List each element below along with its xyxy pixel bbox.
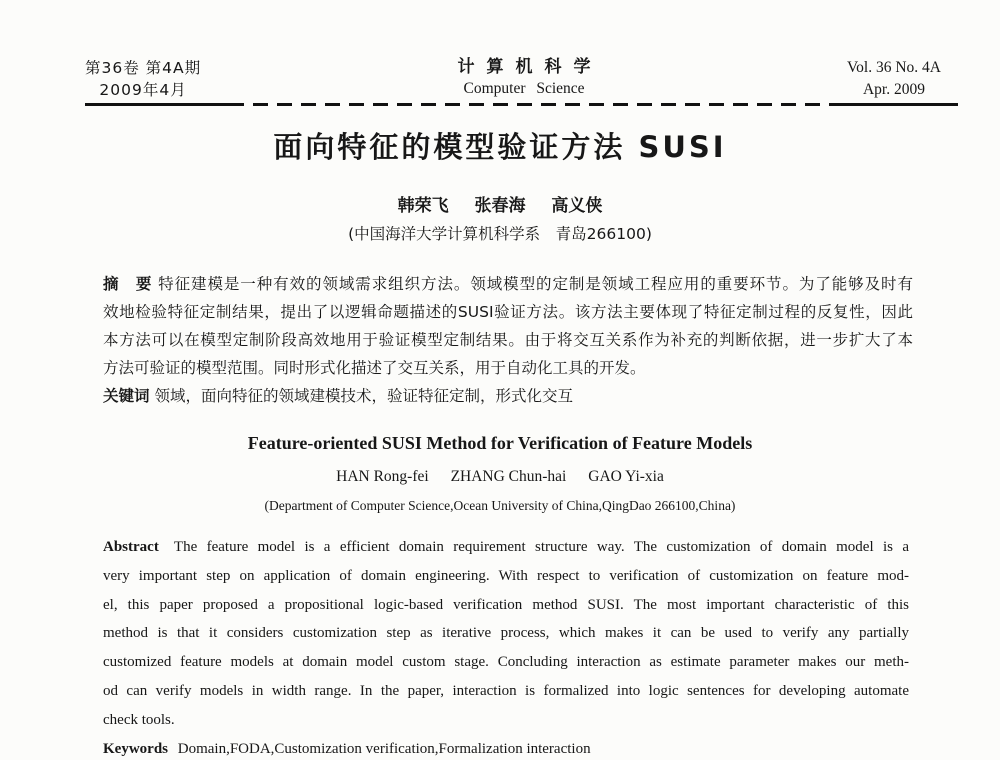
abstract-en-line: very important step on application of domain engineering. With respect to verification of customization on feature mod- <box>103 567 909 584</box>
journal-header <box>85 57 941 101</box>
abstract-cn-text: 特征建模是一种有效的领域需求组织方法。领域模型的定制是领域工程应用的重要环节。为了能够及时有 <box>158 275 913 293</box>
header-rule <box>85 103 958 106</box>
journal-name-block <box>446 57 603 100</box>
abstract-cn <box>103 270 913 410</box>
journal-volume-block-en <box>847 57 941 101</box>
abstract-cn-line: 本方法可以在模型定制阶段高效地用于验证模型定制结果。由于将交互关系作为补充的判断依据，进一步扩大了本 <box>103 331 913 349</box>
paper-title-en: Feature-oriented SUSI Method for Verification of Feature Models <box>247 433 753 453</box>
abstract-en-line: method is that it considers customization step as iterative process, which makes it can be used to verify any partially <box>103 625 909 642</box>
abstract-cn-label: 摘 要 <box>103 275 153 293</box>
abstract-en-text: The feature model is a efficient domain requirement structure way. The customization of domain model is a <box>173 539 909 555</box>
keywords-en-text: Domain,FODA,Customization verification,Formalization interaction <box>177 740 591 757</box>
journal-date-cn: 2009年4月 <box>99 81 187 99</box>
abstract-en-line: el, this paper proposed a propositional logic-based verification method SUSI. The most important characteristic of this <box>103 596 909 613</box>
author-name-cn: 张春海 <box>474 196 526 216</box>
abstract-en-line: od can verify models in width range. In the paper, interaction is formalized into logic sentences for developing automate <box>103 682 909 699</box>
author-name-cn: 高义侠 <box>551 196 603 216</box>
author-name-cn: 韩荣飞 <box>397 196 449 216</box>
abstract-cn-line <box>103 270 913 298</box>
keywords-cn-text: 领域，面向特征的领域建模技术，验证特征定制，形式化交互 <box>154 387 573 405</box>
journal-name-cn: 计算机科学 <box>457 57 603 77</box>
journal-volume-issue-cn: 第36卷 第4A期 <box>85 59 202 77</box>
journal-volume-issue-en: Vol. 36 No. 4A <box>846 59 941 76</box>
abstract-en-label: Abstract <box>103 539 159 555</box>
journal-name-en: Computer Science <box>463 80 585 97</box>
author-name-en: ZHANG Chun-hai <box>450 468 567 485</box>
journal-volume-block <box>85 57 201 101</box>
abstract-en <box>103 533 909 760</box>
affiliation-cn: (中国海洋大学计算机科学系 青岛266100) <box>348 225 652 243</box>
keywords-cn-label: 关键词 <box>103 387 150 405</box>
abstract-en-line <box>103 533 909 562</box>
abstract-cn-line: 效地检验特征定制结果，提出了以逻辑命题描述的SUSI验证方法。该方法主要体现了特征定制过程的反复性，因此 <box>103 303 913 321</box>
affiliation-en: (Department of Computer Science,Ocean University of China,QingDao 266100,China) <box>264 498 736 513</box>
abstract-en-line: check tools. <box>103 711 175 728</box>
abstract-en-line: customized feature models at domain model custom stage. Concluding interaction as estimate parameter makes our meth- <box>103 654 909 671</box>
keywords-en-line <box>103 735 909 760</box>
keywords-en-label: Keywords <box>103 740 168 757</box>
author-name-en: HAN Rong-fei <box>336 468 429 485</box>
paper-title-cn: 面向特征的模型验证方法 SUSI <box>273 130 727 164</box>
abstract-cn-line: 方法可验证的模型范围。同时形式化描述了交互关系，用于自动化工具的开发。 <box>103 359 646 377</box>
author-name-en: GAO Yi-xia <box>588 468 664 485</box>
keywords-cn-line <box>103 382 913 410</box>
authors-cn <box>0 191 1000 216</box>
journal-date-en: Apr. 2009 <box>862 81 925 98</box>
authors-en <box>0 468 1000 486</box>
